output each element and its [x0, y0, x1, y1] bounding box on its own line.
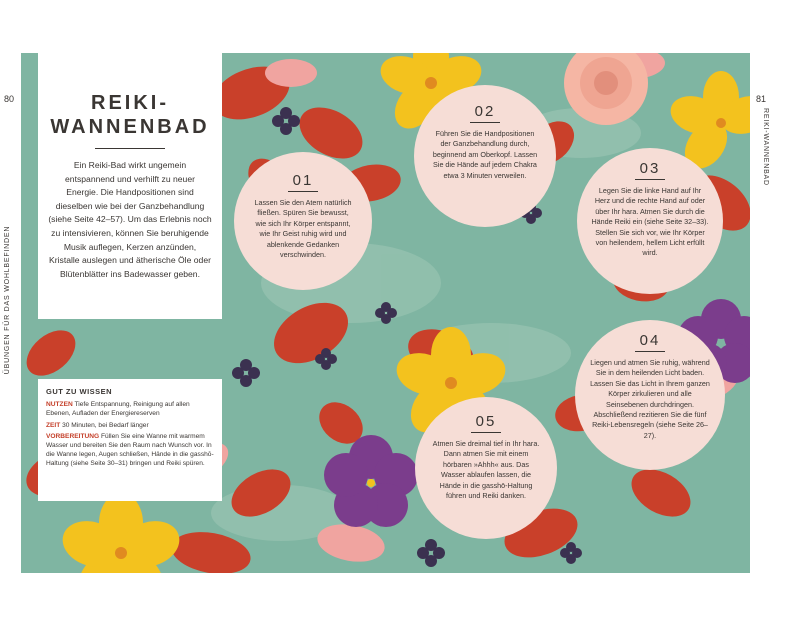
info-zeit: [46, 422, 216, 431]
step-divider: [635, 179, 665, 180]
step-divider: [470, 122, 500, 123]
page-title: [38, 91, 222, 139]
info-heading: GUT ZU WISSEN: [46, 387, 113, 396]
step-circle-03: [577, 148, 723, 294]
step-number: 04: [639, 332, 661, 349]
title-divider: [95, 148, 165, 149]
step-divider: [471, 432, 501, 433]
step-number: 02: [474, 103, 496, 120]
step-divider: [635, 351, 665, 352]
step-circle-05: [415, 397, 557, 539]
zeit-label: ZEIT: [46, 421, 61, 429]
title-panel: [38, 53, 222, 319]
step-text: Legen Sie die linke Hand auf Ihr Herz und die rechte Hand auf oder über Ihr hara. Atmen Sie durch die Hände Reiki ein (siehe Seite 32–33). Stellen Sie sich vor, wie Ihr Körper von heilendem, hellem Licht erfüllt wird.: [591, 186, 709, 258]
step-text: Atmen Sie dreimal tief in Ihr hara. Dann atmen Sie mit einem hörbaren »Ahhh« aus. Das Wasser ablaufen lassen, die Hände in die gasshō-Haltung führen und Reiki danken.: [432, 439, 540, 501]
nutzen-label: NUTZEN: [46, 401, 73, 408]
page-number-left: 80: [4, 94, 15, 104]
info-nutzen: [46, 401, 216, 419]
intro-text: Ein Reiki-Bad wirkt ungemein entspannend und verhilft zu neuer Energie. Die Handpositionen sind dieselben wie bei der Ganzbehandlung (siehe Seite 42–57). Um das Erlebnis noch zu intensivieren, können Sie beruhigende Musik auflegen, Kerzen anzünden, Kristalle auslegen und ätherische Öle oder Blütenblätter ins Badewasser geben.: [48, 160, 212, 279]
step-circle-02: [414, 85, 556, 227]
step-circle-04: [575, 320, 725, 470]
step-number: 03: [639, 160, 661, 177]
vorbereitung-label: VORBEREITUNG: [46, 433, 100, 441]
title-line-2: WANNENBAD: [50, 116, 210, 138]
step-number: 01: [292, 172, 314, 189]
side-label-left: ÜBUNGEN FÜR DAS WOHLBEFINDEN: [4, 225, 11, 375]
title-line-1: REIKI-: [91, 92, 169, 114]
step-circle-01: [234, 152, 372, 290]
page-number-right: 81: [756, 94, 767, 104]
step-divider: [288, 191, 318, 192]
step-text: Führen Sie die Handpositionen der Ganzbehandlung durch, beginnend am Oberkopf. Lassen Sie die Hände auf jedem Chakra etwa 3 Minuten verweilen.: [432, 129, 538, 180]
step-text: Lassen Sie den Atem natürlich fließen. Spüren Sie bewusst, wie sich Ihr Körper entspannt, wie Ihr Geist ruhig wird und ablenkende Gedanken verschwinden.: [254, 198, 352, 260]
step-number: 05: [475, 413, 497, 430]
info-vorbereitung: [46, 433, 216, 468]
info-box: [38, 379, 222, 501]
step-text: Liegen und atmen Sie ruhig, während Sie in dem heilenden Licht baden. Lassen Sie das Licht in Ihrem ganzen Körper zirkulieren und alle Seinsebenen durchdringen. Abschließend rezitieren Sie die fünf Reiki-Lebensregeln (siehe Seite 26–27).: [590, 358, 710, 440]
vorbereitung-text: Füllen Sie eine Wanne mit warmem Wasser und bereiten Sie den Raum nach Wunsch vor. In die Wanne legen, Augen schließen, Hände in die gasshō-Haltung (siehe Seite 30–31) bringen und Reiki spüren.: [46, 433, 214, 467]
zeit-text: 30 Minuten, bei Bedarf länger: [62, 421, 149, 429]
side-label-right: REIKI-WANNENBAD: [762, 108, 769, 186]
nutzen-text: Tiefe Entspannung, Reinigung auf allen Ebenen, Aufladen der Energiereserven: [46, 401, 190, 417]
